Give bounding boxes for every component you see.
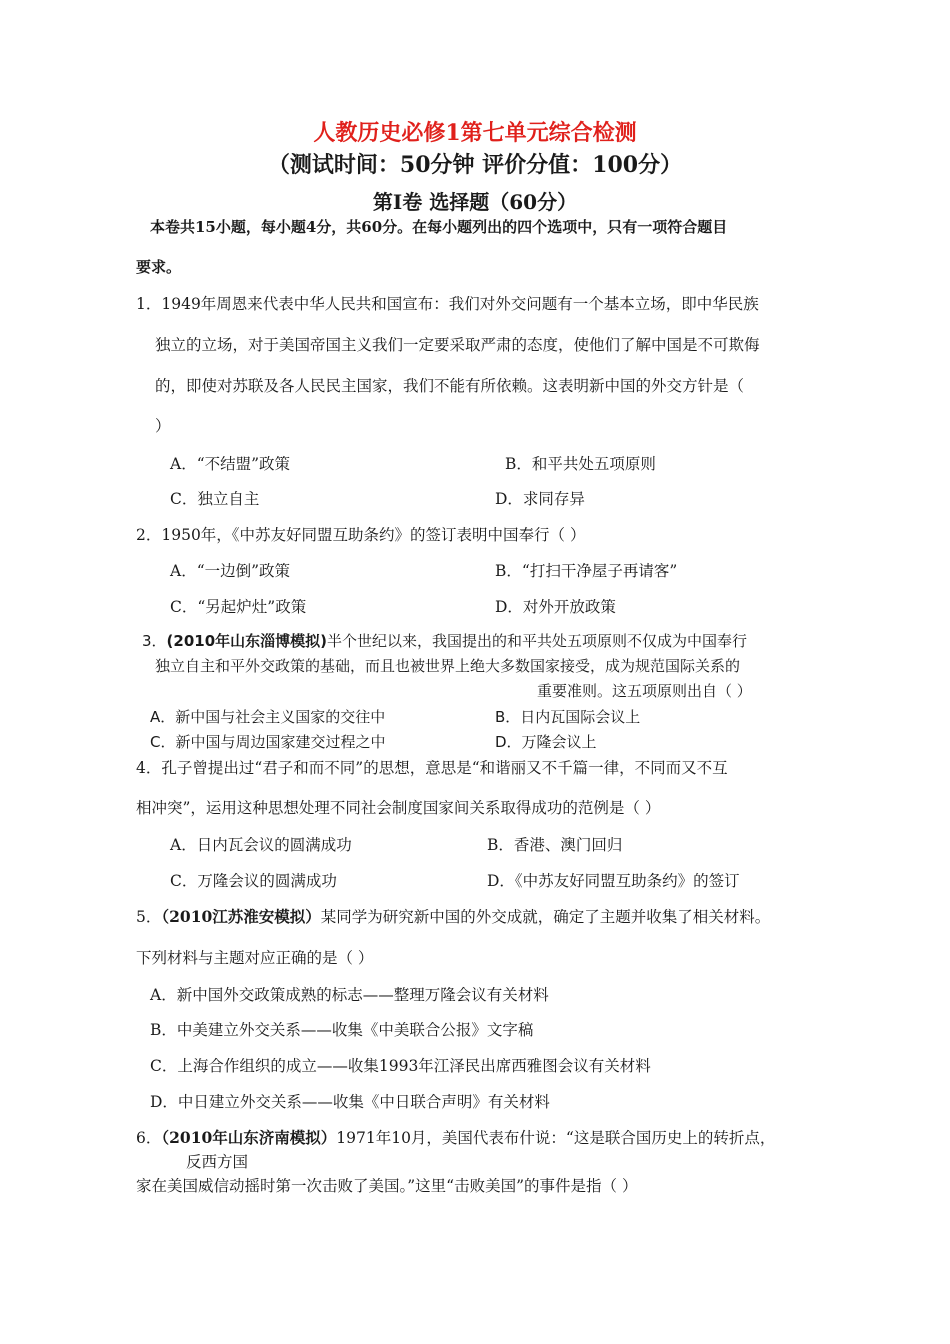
option-3a: A．新中国与社会主义国家的交往中 [150,708,386,726]
question-4-line-1: 4．孔子曾提出过“君子和而不同”的思想，意思是“和谐丽又不千篇一律，不同而又不互 [136,759,728,777]
option-3c: C．新中国与周边国家建交过程之中 [150,733,386,751]
option-1c: C．独立自主 [170,490,260,508]
option-3b: B．日内瓦国际会议上 [495,708,641,726]
option-2d: D．对外开放政策 [495,598,616,616]
question-3-line-3: 重要准则。这五项原则出自（ ） [537,682,752,700]
question-6-line-3: 家在美国威信动摇时第一次击败了美国。”这里“击败美国”的事件是指（ ） [136,1177,638,1195]
question-6-line-1 [136,1126,775,1148]
option-5d: D．中日建立外交关系——收集《中日联合声明》有关材料 [150,1093,550,1111]
page-title: 人教历史必修1第七单元综合检测 [313,120,637,146]
question-3-text: 半个世纪以来，我国提出的和平共处五项原则不仅成为中国奉行 [327,632,748,650]
test-info: （测试时间：50分钟 评价分值：100分） [267,152,683,178]
option-5c: C．上海合作组织的成立——收集1993年江泽民出席西雅图会议有关材料 [150,1057,651,1075]
option-4b: B．香港、澳门回归 [487,836,623,854]
option-1b: B．和平共处五项原则 [505,455,656,473]
option-1a: A．“不结盟”政策 [170,455,291,473]
option-1d: D．求同存异 [495,490,585,508]
question-3-source: (2010年山东淄博模拟) [166,632,328,650]
question-3-line-2: 独立自主和平外交政策的基础，而且也被世界上绝大多数国家接受，成为规范国际关系的 [155,657,741,675]
question-1-line-4: ） [155,417,171,435]
question-5-line-2: 下列材料与主题对应正确的是（ ） [136,949,374,967]
question-3-number: 3． [142,632,167,650]
question-1-line-2: 独立的立场，对于美国帝国主义我们一定要采取严肃的态度，使他们了解中国是不可欺侮 [155,336,760,354]
option-5b: B．中美建立外交关系——收集《中美联合公报》文字稿 [150,1021,534,1039]
question-5-line-1 [136,905,770,927]
instructions-line-1: 本卷共15小题，每小题4分，共60分。在每小题列出的四个选项中，只有一项符合题目 [150,218,728,236]
option-2a: A．“一边倒”政策 [170,562,291,580]
question-1-line-3: 的，即使对苏联及各人民民主国家，我们不能有所依赖。这表明新中国的外交方针是（ [155,377,745,395]
question-6-source: （2010年山东济南模拟） [161,1128,337,1147]
option-2c: C．“另起炉灶”政策 [170,598,307,616]
option-5a: A．新中国外交政策成熟的标志——整理万隆会议有关材料 [150,986,549,1004]
option-3d: D．万隆会议上 [495,733,597,751]
question-6-line-2: 反西方国 [186,1153,249,1171]
question-3-line-1 [142,630,747,651]
question-5-source: （2010江苏淮安模拟） [161,907,321,926]
question-6-text: 1971年10月，美国代表布什说：“这是联合国历史上的转折点， [336,1129,776,1147]
option-4a: A．日内瓦会议的圆满成功 [170,836,352,854]
question-1-line-1: 1．1949年周恩来代表中华人民共和国宣布：我们对外交问题有一个基本立场，即中华民族 [136,295,759,313]
question-2-line-1: 2．1950年，《中苏友好同盟互助条约》的签订表明中国奉行（ ） [136,526,586,544]
instructions-line-2: 要求。 [136,258,182,276]
option-4c: C．万隆会议的圆满成功 [170,872,337,890]
question-5-text: 某同学为研究新中国的外交成就，确定了主题并收集了相关材料。 [320,908,771,926]
question-6-number: 6． [136,1129,162,1147]
option-4d: D．《中苏友好同盟互助条约》的签订 [487,872,740,890]
question-5-number: 5． [136,908,162,926]
question-4-line-2: 相冲突”，运用这种思想处理不同社会制度国家间关系取得成功的范例是（ ） [136,799,661,817]
option-2b: B．“打扫干净屋子再请客” [495,562,678,580]
section-heading: 第Ⅰ卷 选择题（60分） [372,190,578,214]
